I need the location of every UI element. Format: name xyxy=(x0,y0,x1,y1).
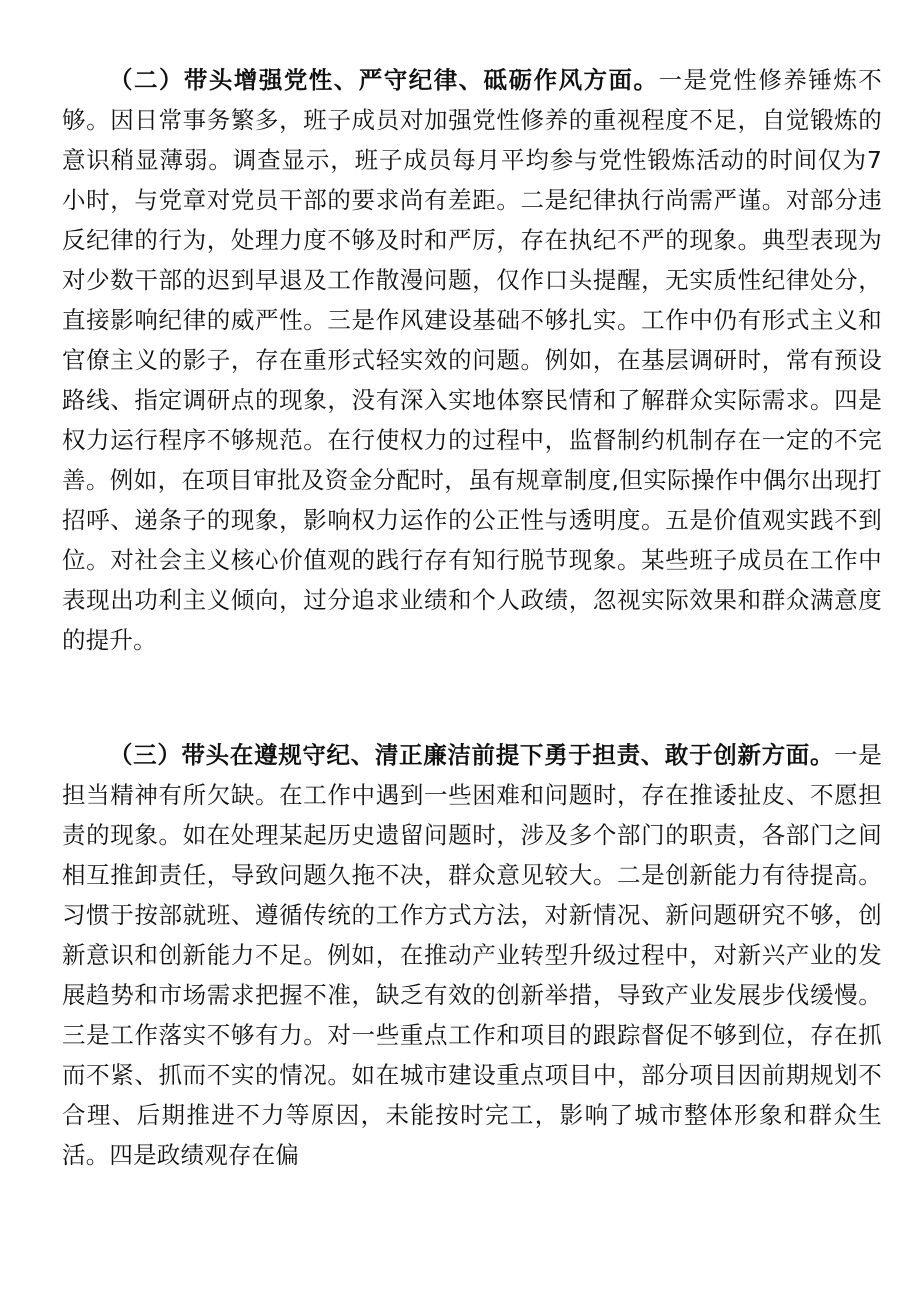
section-body-3: 一是担当精神有所欠缺。在工作中遇到一些困难和问题时，存在推诿扯皮、不愿担责的现象。如在处理某起历史遗留问题时，涉及多个部门的职责，各部门之间相互推卸责任，导致问题久拖不决，群众意见较大。二是创新能力有待提高。习惯于按部就班、遵循传统的工作方式方法，对新情况、新问题研究不够，创新意识和创新能力不足。例如，在推动产业转型升级过程中，对新兴产业的发展趋势和市场需求把握不准，缺乏有效的创新举措，导致产业发展步伐缓慢。三是工作落实不够有力。对一些重点工作和项目的跟踪督促不够到位，存在抓而不紧、抓而不实的情况。如在城市建设重点项目中，部分项目因前期规划不合理、后期推进不力等原因，未能按时完工，影响了城市整体形象和群众生活。四是政绩观存在偏 xyxy=(62,741,882,1169)
section-paragraph-3 xyxy=(62,735,882,1175)
section-heading-3: （三）带头在遵规守纪、清正廉洁前提下勇于担责、敢于创新方面。 xyxy=(109,741,835,769)
section-body-2: 一是党性修养锤炼不够。因日常事务繁多，班子成员对加强党性修养的重视程度不足，自觉锻炼的意识稍显薄弱。调查显示，班子成员每月平均参与党性锻炼活动的时间仅为7小时，与党章对党员干部的要求尚有差距。二是纪律执行尚需严谨。对部分违反纪律的行为，处理力度不够及时和严厉，存在执纪不严的现象。典型表现为对少数干部的迟到早退及工作散漫问题，仅作口头提醒，无实质性纪律处分，直接影响纪律的威严性。三是作风建设基础不够扎实。工作中仍有形式主义和官僚主义的影子，存在重形式轻实效的问题。例如，在基层调研时，常有预设路线、指定调研点的现象，没有深入实地体察民情和了解群众实际需求。四是权力运行程序不够规范。在行使权力的过程中，监督制约机制存在一定的不完善。例如，在项目审批及资金分配时，虽有规章制度,但实际操作中偶尔出现打招呼、递条子的现象，影响权力运作的公正性与透明度。五是价值观实践不到位。对社会主义核心价值观的践行存有知行脱节现象。某些班子成员在工作中表现出功利主义倾向，过分追求业绩和个人政绩，忽视实际效果和群众满意度的提升。 xyxy=(62,66,882,654)
section-heading-2: （二）带头增强党性、严守纪律、砥砺作风方面。 xyxy=(109,66,659,94)
section-paragraph-2 xyxy=(62,60,882,660)
